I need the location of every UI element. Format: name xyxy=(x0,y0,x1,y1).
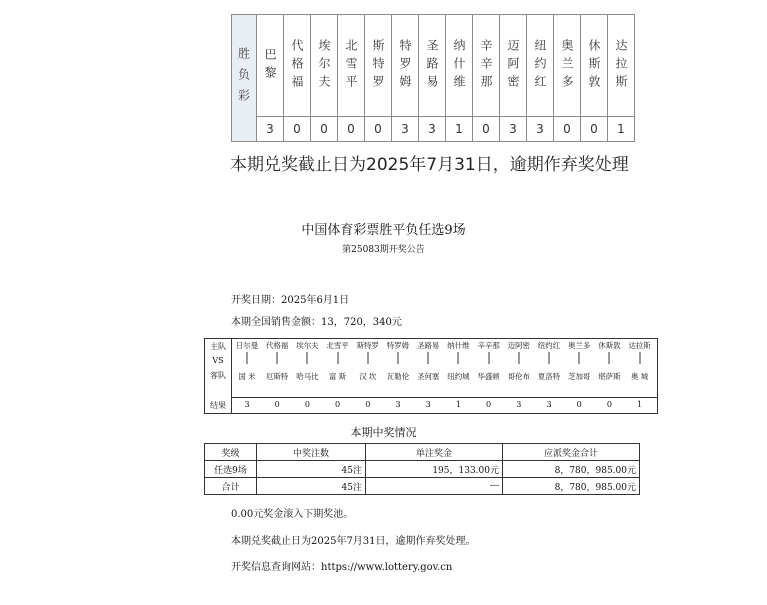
team-name: 休斯敦 xyxy=(581,15,608,117)
vs-divider xyxy=(353,350,383,366)
away-team: 堪萨斯 xyxy=(598,372,621,381)
match-column xyxy=(292,341,322,381)
vs-divider xyxy=(504,350,534,366)
vs-divider xyxy=(232,350,262,366)
away-team: 奥 城 xyxy=(631,372,649,381)
match-result: 0 xyxy=(581,117,608,142)
announcement-title: 中国体育彩票胜平负任选9场 xyxy=(301,223,466,238)
home-team: 纽约红 xyxy=(537,341,561,350)
head-away-label: 客队 xyxy=(210,371,226,380)
announcement-subtitle: 第25083期开奖公告 xyxy=(342,245,425,255)
match-result: 3 xyxy=(257,117,284,142)
match-result: 0 xyxy=(284,117,311,142)
vs-divider xyxy=(292,350,322,366)
winner-count: 45注 xyxy=(257,461,366,478)
away-team: 芝加哥 xyxy=(568,372,591,381)
away-team: 国 米 xyxy=(238,372,256,381)
match-result: 1 xyxy=(455,400,461,409)
single-prize: 195，133.00元 xyxy=(366,461,503,478)
vs-divider xyxy=(594,350,624,366)
vs-divider xyxy=(413,350,443,366)
away-team: 富 斯 xyxy=(329,372,347,381)
prize-section-title: 本期中奖情况 xyxy=(350,426,417,439)
match-column xyxy=(323,341,353,381)
match-result: 0 xyxy=(311,117,338,142)
match-result: 0 xyxy=(304,400,310,409)
head-home-label: 主队 xyxy=(210,342,226,351)
away-team: 哈马比 xyxy=(296,372,319,381)
team-name: 辛辛那 xyxy=(473,15,500,117)
prize-header: 单注奖金 xyxy=(366,444,503,461)
deadline-notice: 本期兑奖截止日为2025年7月31日，逾期作弃奖处理 xyxy=(230,155,629,175)
match-column xyxy=(353,341,383,381)
sales-amount: 本期全国销售金额：13，720，340元 xyxy=(231,317,402,328)
match-result: 1 xyxy=(608,117,635,142)
match-result: 3 xyxy=(546,400,552,409)
home-team: 达拉斯 xyxy=(628,341,651,350)
match-column xyxy=(625,341,655,381)
prize-header: 奖级 xyxy=(205,444,257,461)
match-result: 0 xyxy=(606,400,612,409)
match-column xyxy=(262,341,292,381)
match-result: 0 xyxy=(365,117,392,142)
match-result: 3 xyxy=(425,400,431,409)
match-table xyxy=(204,338,658,414)
match-result: 0 xyxy=(365,400,371,409)
vs-divider xyxy=(534,350,564,366)
match-result: 3 xyxy=(395,400,401,409)
prize-header: 中奖注数 xyxy=(257,444,366,461)
home-team: 斯特罗 xyxy=(356,341,379,350)
vs-divider xyxy=(443,350,473,366)
match-result: 3 xyxy=(419,117,446,142)
match-result: 0 xyxy=(335,400,341,409)
home-team: 圣路易 xyxy=(417,341,440,350)
home-team: 埃尔夫 xyxy=(296,341,319,350)
match-result: 0 xyxy=(554,117,581,142)
away-team: 圣何塞 xyxy=(417,372,440,381)
table-row xyxy=(205,478,640,495)
prize-table xyxy=(204,443,640,495)
match-column xyxy=(413,341,443,381)
match-column xyxy=(232,341,262,381)
head-vs-label: VS xyxy=(212,356,224,365)
result-table xyxy=(231,14,635,142)
away-team: 瓦勒伦 xyxy=(386,372,410,381)
match-result: 3 xyxy=(392,117,419,142)
rollover-note: 0.00元奖金滚入下期奖池。 xyxy=(231,509,354,520)
match-results xyxy=(232,398,657,413)
home-team: 辛辛那 xyxy=(477,341,500,350)
team-name: 代格福 xyxy=(284,15,311,117)
deadline-note: 本期兑奖截止日为2025年7月31日，逾期作弃奖处理。 xyxy=(231,536,476,547)
match-result: 3 xyxy=(500,117,527,142)
match-result: 3 xyxy=(516,400,522,409)
team-name: 迈阿密 xyxy=(500,15,527,117)
team-name: 斯特罗 xyxy=(365,15,392,117)
home-team: 日尔曼 xyxy=(235,341,259,350)
match-result: 0 xyxy=(486,400,492,409)
draw-date: 开奖日期：2025年6月1日 xyxy=(231,295,350,306)
match-column xyxy=(443,341,473,381)
match-teams xyxy=(232,339,657,398)
match-column xyxy=(534,341,564,381)
table-header-label: 胜负彩 xyxy=(232,15,257,142)
match-result: 0 xyxy=(576,400,582,409)
match-column xyxy=(383,341,413,381)
home-team: 特罗姆 xyxy=(386,341,410,350)
prize-total: 8，780，985.00元 xyxy=(503,461,640,478)
prize-total: 8，780，985.00元 xyxy=(503,478,640,495)
single-prize: --- xyxy=(366,478,503,495)
away-team: 夏洛特 xyxy=(537,372,561,381)
team-name: 埃尔夫 xyxy=(311,15,338,117)
team-name: 纽约红 xyxy=(527,15,554,117)
match-column xyxy=(564,341,594,381)
home-team: 奥兰多 xyxy=(568,341,591,350)
vs-divider xyxy=(564,350,594,366)
team-name: 特罗姆 xyxy=(392,15,419,117)
match-table-head xyxy=(205,339,232,413)
away-team: 汉 坎 xyxy=(359,372,377,381)
winner-count: 45注 xyxy=(257,478,366,495)
team-name: 达拉斯 xyxy=(608,15,635,117)
table-row xyxy=(205,461,640,478)
match-result: 0 xyxy=(338,117,365,142)
prize-header: 应派奖金合计 xyxy=(503,444,640,461)
home-team: 北雪平 xyxy=(326,341,349,350)
result-row xyxy=(232,117,635,142)
team-row xyxy=(232,15,635,117)
prize-level: 合计 xyxy=(205,478,257,495)
vs-divider xyxy=(474,350,504,366)
vs-divider xyxy=(625,350,655,366)
home-team: 休斯敦 xyxy=(598,341,621,350)
away-team: 纽约城 xyxy=(447,372,470,381)
match-result: 3 xyxy=(244,400,250,409)
prize-header-row xyxy=(205,444,640,461)
team-name: 纳什维 xyxy=(446,15,473,117)
team-name: 北雪平 xyxy=(338,15,365,117)
vs-divider xyxy=(323,350,353,366)
website-note: 开奖信息查询网站：https://www.lottery.gov.cn xyxy=(231,562,453,573)
vs-divider xyxy=(262,350,292,366)
match-result: 3 xyxy=(527,117,554,142)
match-column xyxy=(504,341,534,381)
home-team: 纳什维 xyxy=(447,341,470,350)
prize-level: 任选9场 xyxy=(205,461,257,478)
match-column xyxy=(594,341,624,381)
match-column xyxy=(474,341,504,381)
away-team: 厄斯特 xyxy=(266,372,289,381)
away-team: 哥伦布 xyxy=(507,372,530,381)
match-result: 1 xyxy=(446,117,473,142)
away-team: 华盛顿 xyxy=(477,372,500,381)
home-team: 迈阿密 xyxy=(507,341,530,350)
match-result: 0 xyxy=(274,400,280,409)
team-name: 奥兰多 xyxy=(554,15,581,117)
head-result-label: 结果 xyxy=(210,401,226,410)
team-name: 巴黎 xyxy=(257,15,284,117)
home-team: 代格福 xyxy=(266,341,289,350)
team-name: 圣路易 xyxy=(419,15,446,117)
match-result: 0 xyxy=(473,117,500,142)
match-result: 1 xyxy=(637,400,643,409)
vs-divider xyxy=(383,350,413,366)
